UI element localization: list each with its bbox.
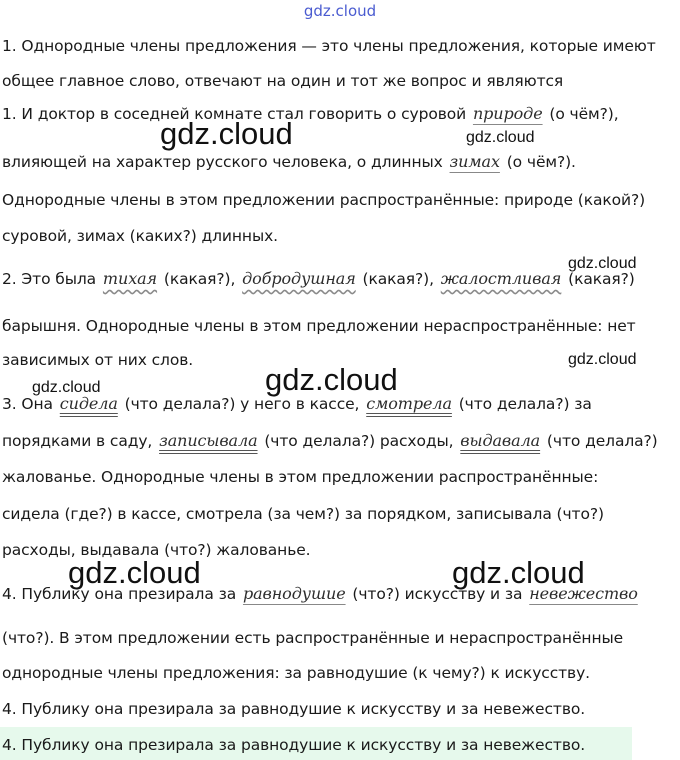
line-11-part-b: (что делала?) расходы, — [259, 432, 459, 450]
line-3-part-a: 1. И доктор в соседней комнате стал говорить о суровой — [2, 105, 471, 123]
text-line-13: сидела (где?) в кассе, смотрела (за чем?) за порядком, записывала (что?) — [2, 505, 604, 523]
text-line-18: 4. Публику она презирала за равнодушие к искусству и за невежество. — [2, 700, 586, 718]
watermark-8: gdz.cloud — [452, 555, 585, 590]
line-15-part-a: 4. Публику она презирала за — [2, 585, 241, 603]
word-tihaya: тихая — [102, 269, 158, 288]
line-10-part-c: (что делала?) за — [453, 395, 592, 413]
line-15-part-b: (что?) искусству и за — [347, 585, 528, 603]
word-zimah: зимах — [449, 152, 500, 171]
text-line-11 — [2, 430, 658, 452]
text-line-7 — [2, 268, 635, 290]
line-4-part-a: влияющей на характер русского человека, о длинных — [2, 153, 448, 171]
text-line-17: однородные члены предложения: за равнодушие (к чему?) к искусству. — [2, 664, 590, 682]
word-nevezhestvo: невежество — [529, 584, 638, 603]
text-line-6: суровой, зимах (каких?) длинных. — [2, 227, 278, 245]
word-vydavala: выдавала — [460, 431, 541, 450]
line-11-part-a: порядками в саду, — [2, 432, 158, 450]
word-ravnodushie: равнодушие — [242, 584, 346, 603]
line-4-part-b: (о чём?). — [501, 153, 576, 171]
line-11-part-c: (что делала?) — [542, 432, 658, 450]
text-line-2: общее главное слово, отвечают на один и тот же вопрос и являются — [2, 72, 564, 90]
text-line-5: Однородные члены в этом предложении распространённые: природе (какой?) — [2, 191, 646, 209]
word-dobrodushnaya: добродушная — [242, 269, 356, 288]
text-line-9: зависимых от них слов. — [2, 351, 194, 369]
word-smotrela: смотрела — [366, 394, 452, 413]
line-7-part-b: (какая?), — [159, 270, 241, 288]
text-line-14: расходы, выдавала (что?) жалованье. — [2, 541, 311, 559]
line-7-part-a: 2. Это была — [2, 270, 101, 288]
watermark-1: gdz.cloud — [160, 116, 293, 151]
word-sidela: сидела — [59, 394, 118, 413]
text-line-3 — [2, 103, 619, 125]
line-7-part-c: (какая?), — [357, 270, 439, 288]
site-header[interactable]: gdz.cloud — [303, 2, 377, 20]
watermark-3: gdz.cloud — [568, 255, 637, 272]
text-line-8: барышня. Однородные члены в этом предложении нераспространённые: нет — [2, 317, 636, 335]
line-10-part-a: 3. Она — [2, 395, 58, 413]
line-10-part-b: (что делала?) у него в кассе, — [119, 395, 365, 413]
watermark-2: gdz.cloud — [466, 129, 535, 146]
word-zapisyvala: записывала — [159, 431, 258, 450]
word-zhalostlivaya: жалостливая — [440, 269, 562, 288]
text-line-1: 1. Однородные члены предложения — это члены предложения, которые имеют — [2, 37, 656, 55]
word-prirode: природе — [472, 104, 543, 123]
line-3-part-b: (о чём?), — [544, 105, 619, 123]
watermark-7: gdz.cloud — [68, 555, 201, 590]
text-line-12: жалованье. Однородные члены в этом предложении распространённые: — [2, 468, 599, 486]
text-line-16: (что?). В этом предложении есть распространённые и нераспространённые — [2, 629, 624, 647]
text-line-4 — [2, 151, 576, 173]
watermark-6: gdz.cloud — [265, 362, 398, 397]
text-line-19-highlighted: 4. Публику она презирала за равнодушие к искусству и за невежество. — [2, 736, 586, 754]
watermark-5: gdz.cloud — [32, 379, 101, 396]
watermark-4: gdz.cloud — [568, 351, 637, 368]
line-7-part-d: (какая?) — [563, 270, 635, 288]
